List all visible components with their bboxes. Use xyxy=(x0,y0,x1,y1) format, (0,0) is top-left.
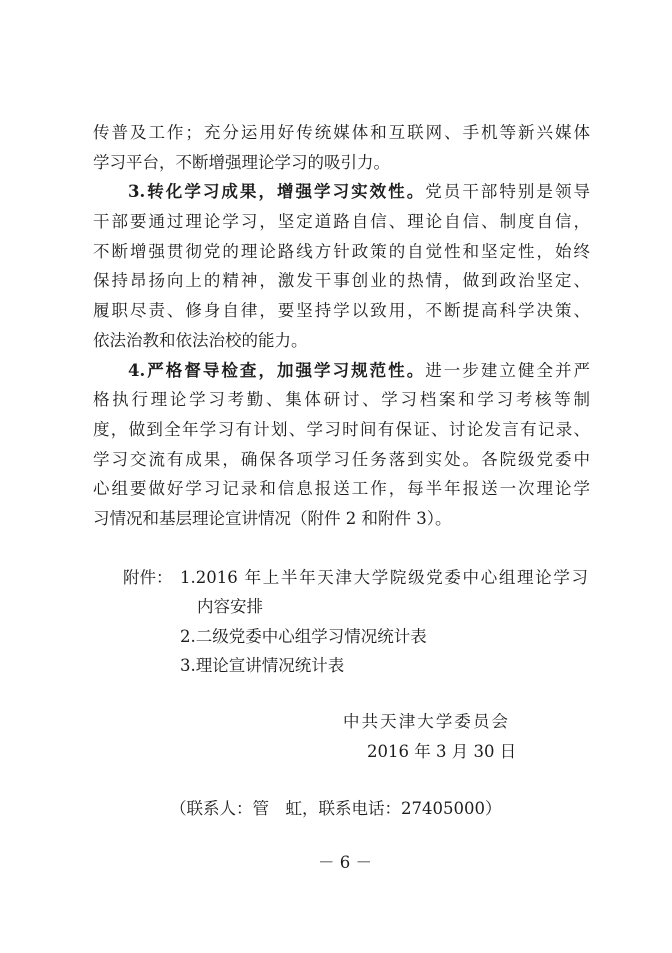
body-line: 履职尽责、修身自律，要坚持学以致用，不断提高科学决策、 xyxy=(93,301,590,321)
body-line: 不断增强贯彻党的理论路线方针政策的自觉性和坚定性，始终 xyxy=(93,241,590,261)
issue-date: 2016 年 3 月 30 日 xyxy=(367,742,517,761)
body-line: 格执行理论学习考勤、集体研讨、学习档案和学习考核等制 xyxy=(93,390,590,410)
attachment-item-3: 3.理论宣讲情况统计表 xyxy=(180,656,345,675)
body-line: 心组要做好学习记录和信息报送工作，每半年报送一次理论学 xyxy=(93,479,590,499)
body-text xyxy=(93,118,590,534)
body-line: 传普及工作；充分运用好传统媒体和互联网、手机等新兴媒体 xyxy=(93,123,590,142)
body-line: 保持昂扬向上的精神，激发干事创业的热情，做到政治坚定、 xyxy=(93,271,590,291)
body-line: 学习平台，不断增强理论学习的吸引力。 xyxy=(93,152,390,172)
body-line: 习情况和基层理论宣讲情况（附件 2 和附件 3）。 xyxy=(93,508,452,528)
body-text-span: 党员干部特别是领导 xyxy=(425,182,590,202)
section-heading: 4.严格督导检查，加强学习规范性。 xyxy=(128,360,426,380)
body-line: 依法治教和依法治校的能力。 xyxy=(93,330,308,350)
page-number: － 6 － xyxy=(318,853,372,872)
section-heading: 3.转化学习成果，增强学习实效性。 xyxy=(128,182,426,202)
body-line: 度，做到全年学习有计划、学习时间有保证、讨论发言有记录、 xyxy=(93,419,590,439)
contact-info: （联系人：管 虹，联系电话：27405000） xyxy=(170,799,502,818)
body-text-span: 进一步建立健全并严 xyxy=(425,360,590,380)
attachments-label: 附件： xyxy=(123,568,173,587)
attachment-item-1-continued: 内容安排 xyxy=(197,597,263,616)
attachment-item-2: 2.二级党委中心组学习情况统计表 xyxy=(180,627,427,646)
body-line: 学习交流有成果，确保各项学习任务落到实处。各院级党委中 xyxy=(93,449,590,469)
attachment-item-1: 1.2016 年上半年天津大学院级党委中心组理论学习 xyxy=(180,568,588,587)
paragraph-first-line xyxy=(128,356,590,386)
issuing-organization: 中共天津大学委员会 xyxy=(343,712,508,731)
body-line: 干部要通过理论学习，坚定道路自信、理论自信、制度自信， xyxy=(93,212,590,232)
paragraph-first-line xyxy=(128,177,590,207)
